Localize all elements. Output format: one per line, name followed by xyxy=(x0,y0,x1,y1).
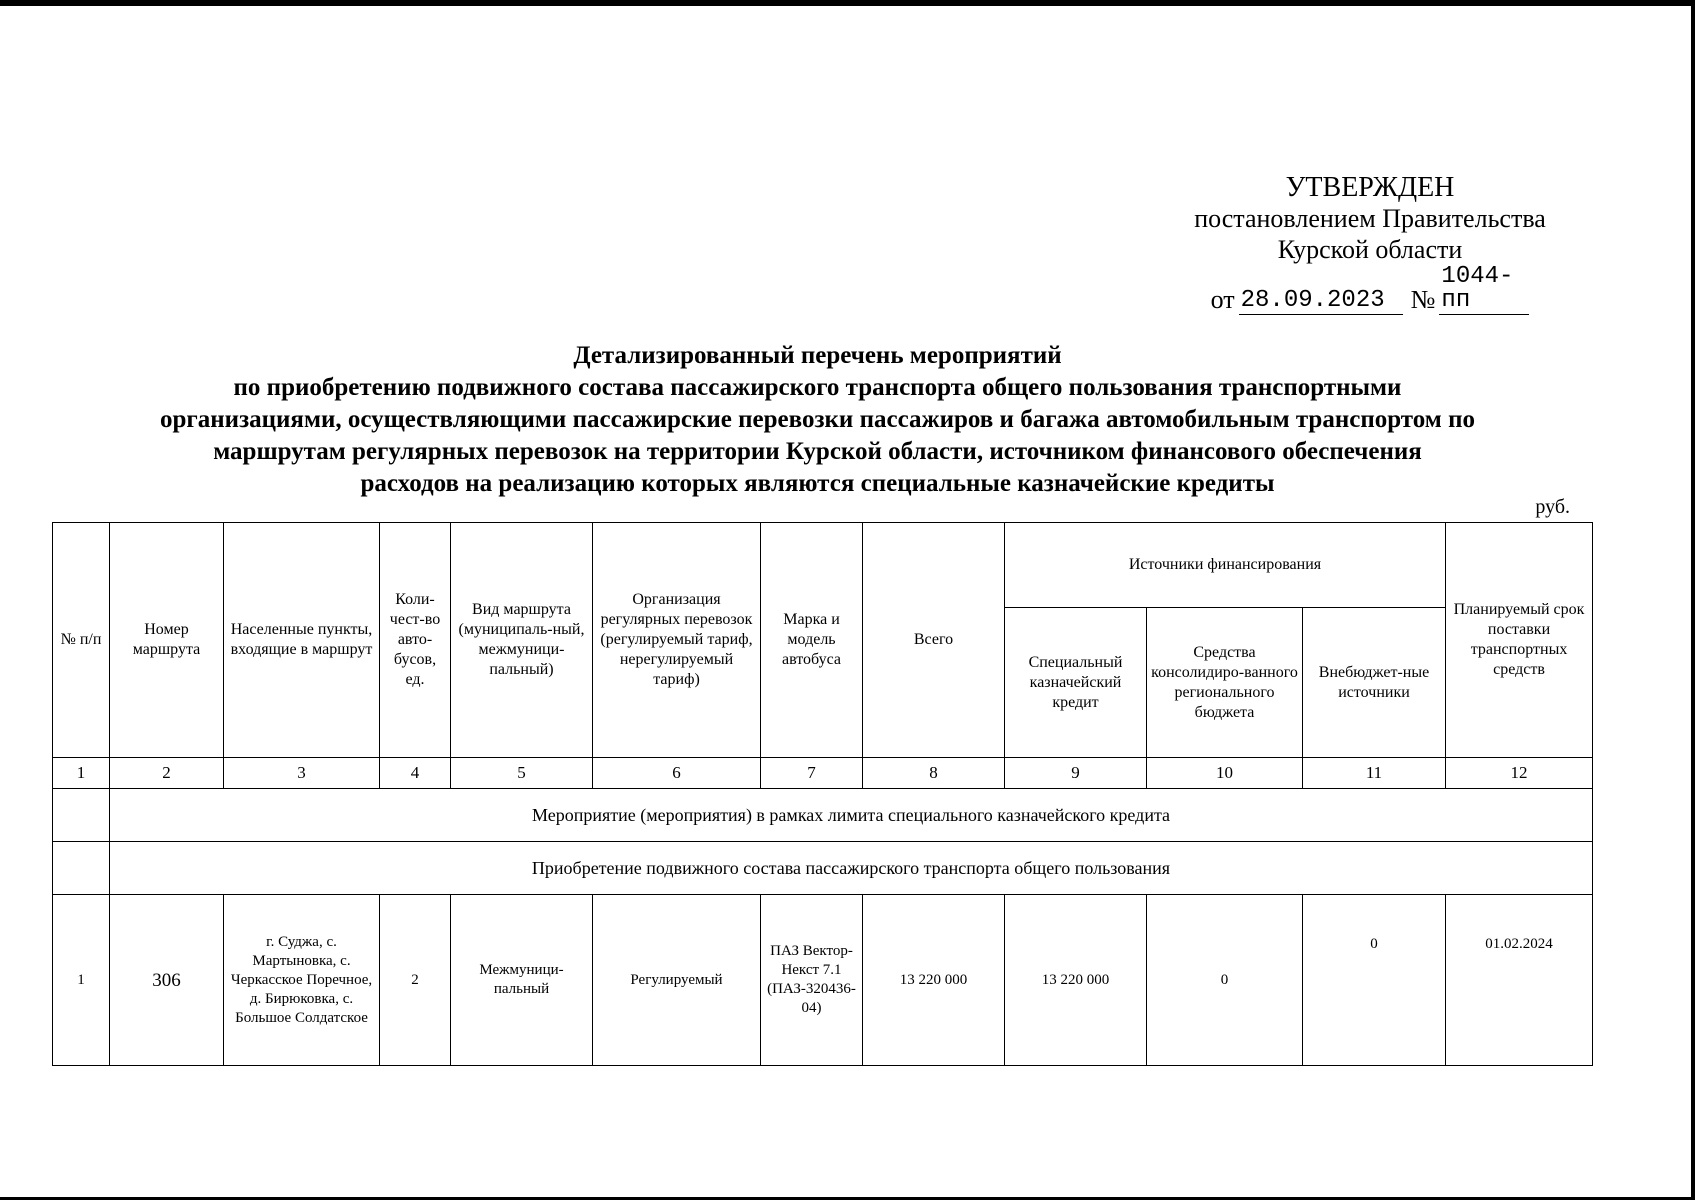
approval-line3: Курской области xyxy=(1277,235,1463,264)
column-number: 12 xyxy=(1446,758,1593,789)
cell-special-credit: 13 220 000 xyxy=(1005,895,1147,1066)
number-prefix: № xyxy=(1410,285,1436,314)
date-prefix: от xyxy=(1210,285,1235,314)
cell-route-type: Межмуници-пальный xyxy=(451,895,593,1066)
header-special-credit: Специальный казначейский кредит xyxy=(1005,608,1147,758)
approval-title: УТВЕРЖДЕН xyxy=(1285,172,1455,203)
section-row-1 xyxy=(53,789,1593,842)
section-spacer xyxy=(53,789,110,842)
header-settlements: Населенные пункты, входящие в маршрут xyxy=(224,523,380,758)
approval-block xyxy=(1160,172,1580,315)
section-title-2: Приобретение подвижного состава пассажирского транспорта общего пользования xyxy=(110,842,1593,895)
table-row xyxy=(53,895,1593,1066)
column-number: 9 xyxy=(1005,758,1147,789)
approval-number: 1044-пп xyxy=(1439,265,1529,315)
approval-date: 28.09.2023 xyxy=(1239,289,1403,315)
scan-border-top xyxy=(0,0,1695,6)
title-line-5: расходов на реализацию которых являются специальные казначейские кредиты xyxy=(360,470,1275,497)
measures-table xyxy=(52,522,1593,1066)
column-number: 6 xyxy=(593,758,761,789)
title-line-1: Детализированный перечень мероприятий xyxy=(573,342,1062,369)
column-number: 3 xyxy=(224,758,380,789)
section-row-2 xyxy=(53,842,1593,895)
cell-bus-model: ПАЗ Вектор-Некст 7.1 (ПАЗ-320436-04) xyxy=(761,895,863,1066)
currency-note: руб. xyxy=(1535,496,1570,518)
section-title-1: Мероприятие (мероприятия) в рамках лимита специального казначейского кредита xyxy=(110,789,1593,842)
cell-route: 306 xyxy=(110,895,224,1066)
approval-line2: постановлением Правительства xyxy=(1194,204,1546,233)
column-number: 10 xyxy=(1147,758,1303,789)
title-line-2: по приобретению подвижного состава пассажирского транспорта общего пользования транспортными xyxy=(233,374,1402,401)
cell-total: 13 220 000 xyxy=(863,895,1005,1066)
header-route-type: Вид маршрута (муниципаль-ный, межмуници-пальный) xyxy=(451,523,593,758)
column-number: 5 xyxy=(451,758,593,789)
cell-delivery-date: 01.02.2024 xyxy=(1446,895,1593,1066)
cell-settlements: г. Суджа, с. Мартыновка, с. Черкасское Поречное, д. Бирюковка, с. Большое Солдатское xyxy=(224,895,380,1066)
header-tariff: Организация регулярных перевозок (регулируемый тариф, нерегулируемый тариф) xyxy=(593,523,761,758)
column-number: 1 xyxy=(53,758,110,789)
header-num: № п/п xyxy=(53,523,110,758)
header-total: Всего xyxy=(863,523,1005,758)
scan-border-right xyxy=(1691,0,1695,1200)
header-delivery-date: Планируемый срок поставки транспортных средств xyxy=(1446,523,1593,758)
column-number: 4 xyxy=(380,758,451,789)
header-route: Номер маршрута xyxy=(110,523,224,758)
header-bus-model: Марка и модель автобуса xyxy=(761,523,863,758)
column-number: 11 xyxy=(1303,758,1446,789)
header-regional-budget: Средства консолидиро-ванного регионального бюджета xyxy=(1147,608,1303,758)
cell-tariff: Регулируемый xyxy=(593,895,761,1066)
section-spacer xyxy=(53,842,110,895)
header-funding-group: Источники финансирования xyxy=(1005,523,1446,608)
approval-date-line xyxy=(1160,265,1580,315)
cell-extra-budget: 0 xyxy=(1303,895,1446,1066)
column-number-row xyxy=(53,758,1593,789)
header-extra-budget: Внебюджет-ные источники xyxy=(1303,608,1446,758)
column-number: 8 xyxy=(863,758,1005,789)
title-line-3: организациями, осуществляющими пассажирские перевозки пассажиров и багажа автомобильным транспортом по xyxy=(160,406,1475,433)
cell-bus-count: 2 xyxy=(380,895,451,1066)
cell-regional-budget: 0 xyxy=(1147,895,1303,1066)
column-number: 2 xyxy=(110,758,224,789)
header-row-top xyxy=(53,523,1593,608)
title-line-4: маршрутам регулярных перевозок на территории Курской области, источником финансового обеспечения xyxy=(213,438,1422,465)
header-bus-count: Коли-чест-во авто-бусов, ед. xyxy=(380,523,451,758)
document-title xyxy=(60,340,1575,500)
cell-num: 1 xyxy=(53,895,110,1066)
column-number: 7 xyxy=(761,758,863,789)
